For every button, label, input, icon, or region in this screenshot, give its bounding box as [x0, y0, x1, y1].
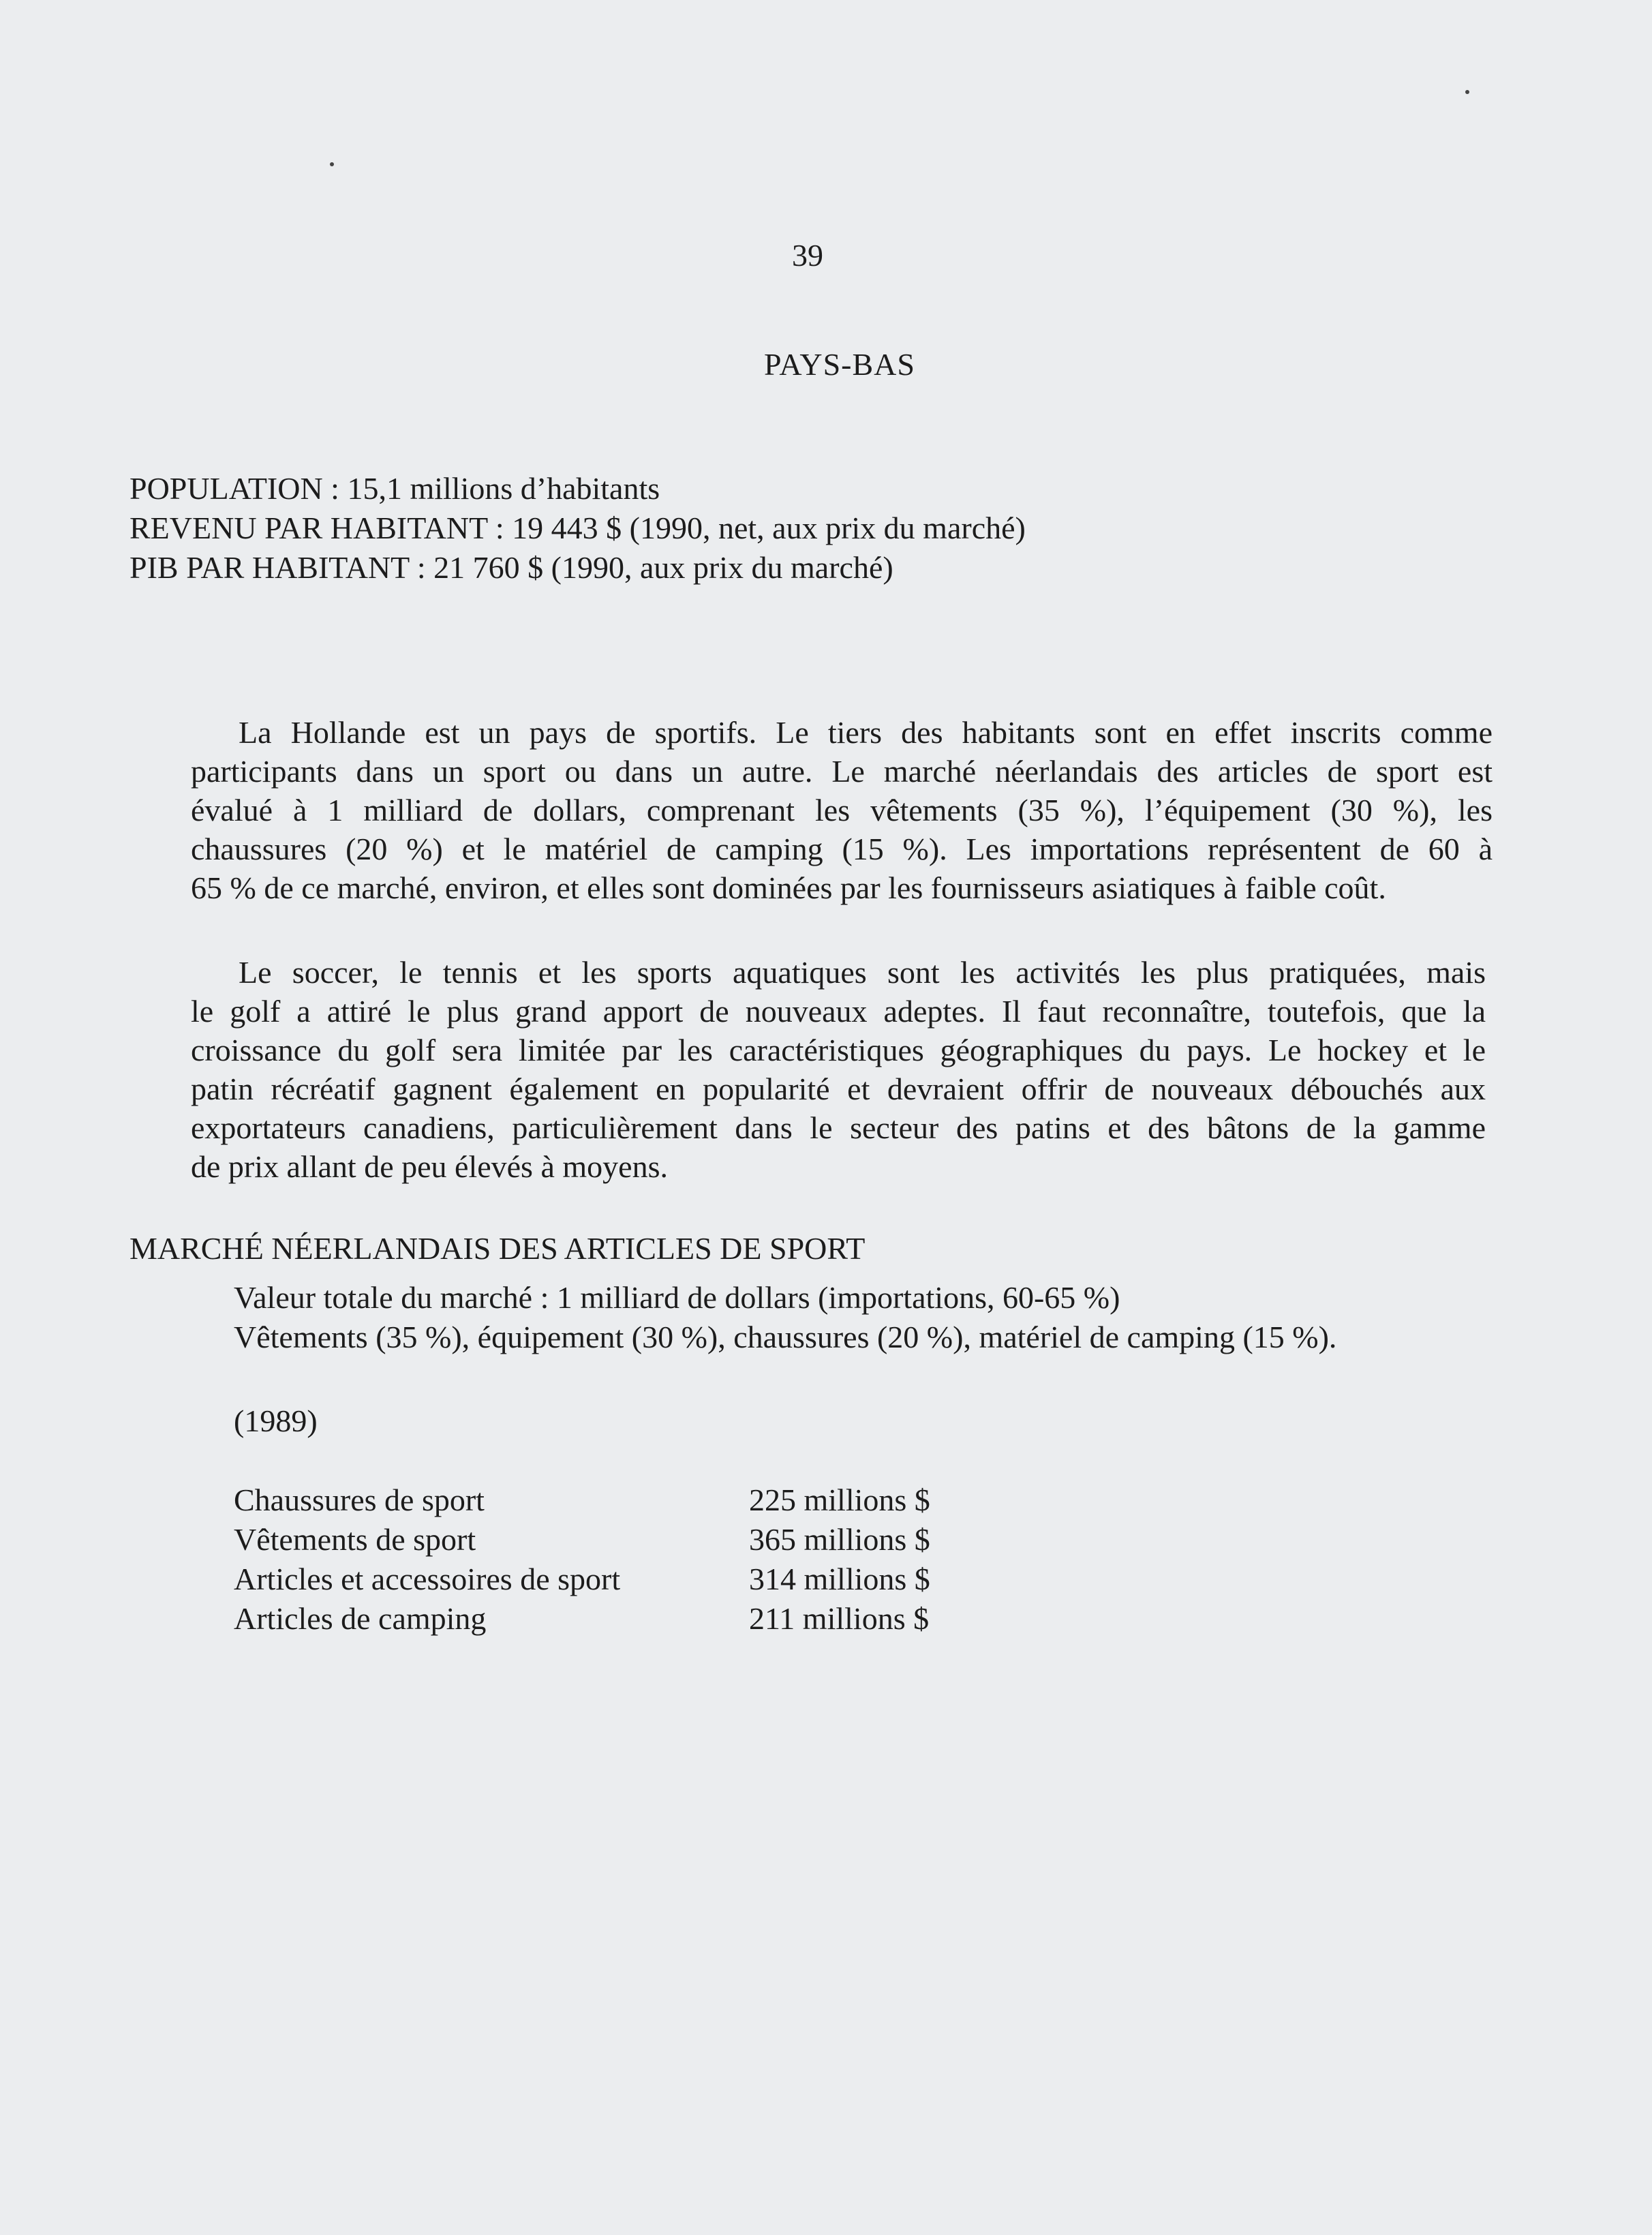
table-row — [234, 1480, 1052, 1520]
page-title: PAYS-BAS — [764, 347, 915, 382]
text-line: de prix allant de peu élevés à moyens. — [191, 1149, 668, 1184]
row-label: Chaussures de sport — [234, 1483, 485, 1517]
paragraph-overview — [191, 713, 1493, 907]
row-label: Articles de camping — [234, 1601, 487, 1636]
text-line: exportateurs canadiens, particulièrement dans le secteur des patins et des bâtons de la gamme — [191, 1110, 1486, 1145]
table-row — [234, 1520, 1052, 1560]
text-line: évalué à 1 milliard de dollars, comprenant les vêtements (35 %), l’équipement (30 %), les — [191, 793, 1493, 827]
gdp-fact: PIB PAR HABITANT : 21 760 $ (1990, aux prix du marché) — [129, 550, 893, 585]
table-year: (1989) — [234, 1403, 318, 1438]
market-table — [234, 1401, 1052, 1639]
market-value-line: Valeur totale du marché : 1 milliard de dollars (importations, 60-65 %) — [234, 1280, 1120, 1315]
text-line: patin récréatif gagnent également en popularité et devraient offrir de nouveaux débouchés aux — [191, 1071, 1486, 1106]
country-facts — [129, 469, 1493, 588]
income-fact: REVENU PAR HABITANT : 19 443 $ (1990, net, aux prix du marché) — [129, 511, 1026, 545]
paragraph-activities — [191, 953, 1486, 1186]
text-line: chaussures (20 %) et le matériel de camping (15 %). Les importations représentent de 60 à — [191, 832, 1493, 866]
row-value: 314 millions $ — [749, 1562, 930, 1596]
population-fact: POPULATION : 15,1 millions d’habitants — [129, 471, 660, 506]
section-heading: MARCHÉ NÉERLANDAIS DES ARTICLES DE SPORT — [129, 1231, 866, 1266]
page-number: 39 — [792, 238, 823, 273]
text-line: croissance du golf sera limitée par les caractéristiques géographiques du pays. Le hockey et le — [191, 1033, 1486, 1067]
row-value: 211 millions $ — [749, 1601, 930, 1636]
text-line: La Hollande est un pays de sportifs. Le tiers des habitants sont en effet inscrits comme — [239, 715, 1493, 750]
row-label: Articles et accessoires de sport — [234, 1562, 621, 1596]
row-value: 365 millions $ — [749, 1522, 930, 1557]
text-line: Le soccer, le tennis et les sports aquatiques sont les activités les plus pratiquées, mais — [239, 955, 1486, 990]
market-share-line: Vêtements (35 %), équipement (30 %), chaussures (20 %), matériel de camping (15 %). — [234, 1320, 1337, 1354]
text-line: le golf a attiré le plus grand apport de nouveaux adeptes. Il faut reconnaître, toutefois, que la — [191, 994, 1486, 1029]
row-label: Vêtements de sport — [234, 1522, 476, 1557]
text-line: participants dans un sport ou dans un autre. Le marché néerlandais des articles de sport est — [191, 754, 1493, 789]
speck-mark — [1465, 90, 1469, 94]
section-summary — [234, 1278, 1488, 1357]
speck-mark — [330, 162, 334, 166]
row-value: 225 millions $ — [749, 1483, 930, 1517]
text-line: 65 % de ce marché, environ, et elles sont dominées par les fournisseurs asiatiques à faible coût. — [191, 870, 1386, 905]
table-row — [234, 1560, 1052, 1599]
table-row — [234, 1599, 1052, 1639]
